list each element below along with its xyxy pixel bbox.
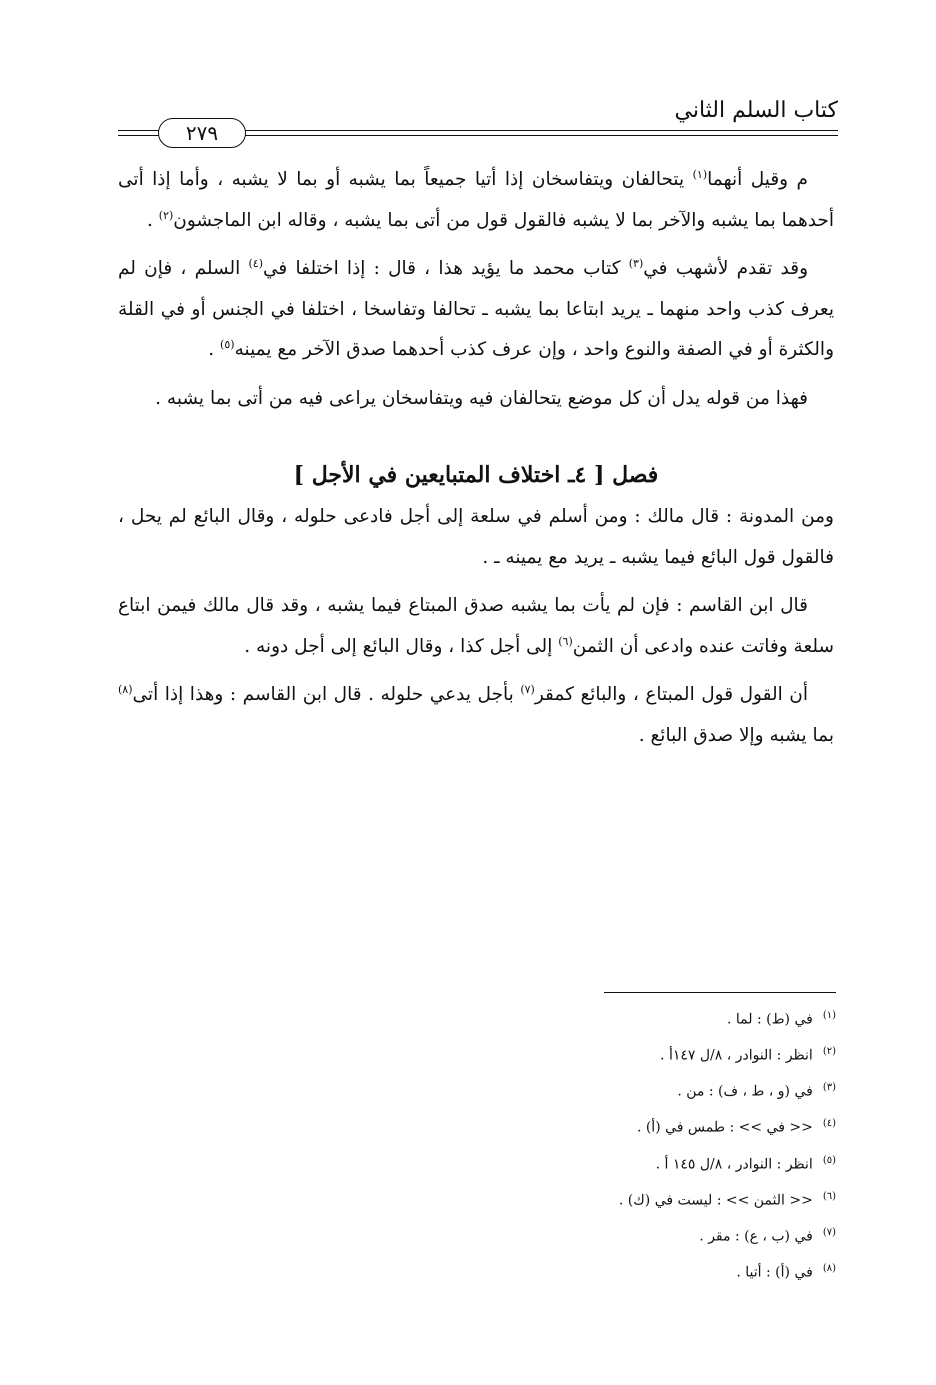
footnote-item: $^{(١)}$في (ط) : لما . (726, 1010, 836, 1028)
footnote-ref: (٣) (628, 256, 644, 270)
paragraph: م وقيل أنهما$^{(١)}$ يتحالفان ويتفاسخان إذا أتيا جميعاً بما يشبه أو بما لا يشبه ، وأما إذا أتى أحدهما بما يشبه والآخر بما لا يشبه فالقول قول من أتى بما يشبه ، وقاله ابن الماجشون$^{(٢)}$ . (118, 167, 834, 231)
footnote-item: $^{(٦)}$<< الثمن >> : ليست في (ك) . (618, 1190, 836, 1209)
paragraph: فهذا من قوله يدل أن كل موضع يتحالفان فيه ويتفاسخان يراعى فيه من أتى بما يشبه . (155, 387, 808, 409)
paragraph: وقد تقدم لأشهب في$^{(٣)}$ كتاب محمد ما يؤيد هذا ، قال : إذا اختلفا في$^{(٤)}$ السلم ، فإن لم يعرف كذب واحد منهما ـ يريد ابتاعا بما يشبه ـ تحالفا وتفاسخا ، اختلفا في الجنس أو في القلة والكثرة أو في الصفة والنوع واحد ، وإن عرف كذب أحدهما صدق الآخر مع يمينه$^{(٥)}$ . (118, 256, 834, 360)
footnote-item: $^{(٥)}$انظر : النوادر ، ٨/ل ١٤٥ أ . (655, 1154, 836, 1173)
section-heading: فصل [ ٤ـ اختلاف المتبايعين في الأجل ] (293, 462, 659, 488)
footnote-ref: (٦) (558, 634, 573, 648)
footnotes (456, 1000, 836, 1289)
footnote-ref: (٥) (220, 337, 235, 351)
page-header (118, 96, 838, 146)
footnote-ref: (٧) (520, 682, 535, 696)
main-text (118, 160, 834, 764)
footnote-separator (604, 992, 836, 993)
footnote-item: $^{(٢)}$انظر : النوادر ، ٨/ل ١٤٧أ . (660, 1046, 836, 1064)
footnote-item: $^{(٧)}$في (ب ، ع) : مقر . (699, 1226, 836, 1245)
running-title: كتاب السلم الثاني (674, 98, 838, 123)
footnote-ref: (١) (692, 167, 708, 181)
footnote-item: $^{(٤)}$<< في >> : طمس في (أ) . (636, 1118, 836, 1137)
footnote-ref: (٢) (158, 208, 174, 222)
footnote-item: $^{(٨)}$في (أ) : أتيا . (736, 1263, 836, 1281)
footnote-ref: (٨) (118, 682, 133, 696)
paragraph: أن القول قول المبتاع ، والبائع كمقر$^{(٧)}$ بأجل يدعي حلوله . قال ابن القاسم : وهذا إذا أتى$^{(٨)}$ بما يشبه وإلا صدق البائع . (118, 682, 834, 746)
footnote-item: $^{(٣)}$في (و ، ط ، ف) : من . (677, 1082, 836, 1100)
page-number: ٢٧٩ (158, 118, 246, 148)
paragraph: ومن المدونة : قال مالك : ومن أسلم في سلعة إلى أجل فادعى حلوله ، وقال البائع لم يحل ، فالقول قول البائع فيما يشبه ـ يريد مع يمينه ـ . (118, 506, 834, 568)
footnote-ref: (٤) (248, 256, 263, 270)
paragraph: قال ابن القاسم : فإن لم يأت بما يشبه صدق المبتاع فيما يشبه ، وقد قال مالك فيمن ابتاع سلعة وفاتت عنده وادعى أن الثمن$^{(٦)}$ إلى أجل كذا ، وقال البائع إلى أجل دونه . (118, 595, 834, 657)
